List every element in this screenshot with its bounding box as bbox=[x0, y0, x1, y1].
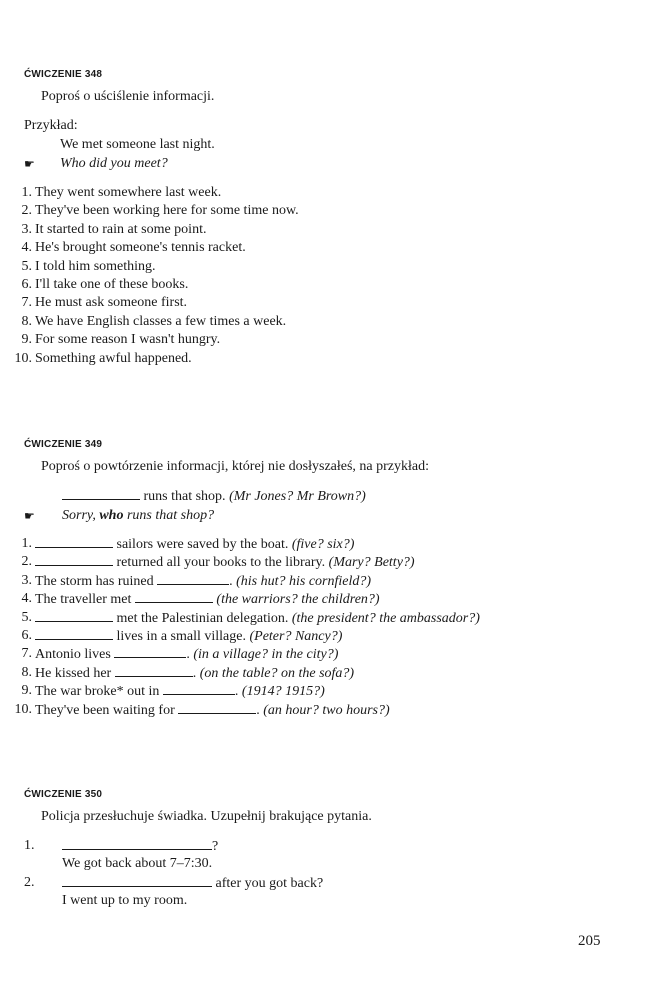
item-text: ? bbox=[212, 839, 219, 854]
list-item bbox=[12, 331, 612, 349]
exercise-350-instruction: Policja przesłuchuje świadka. Uzupełnij brakujące pytania. bbox=[41, 809, 372, 824]
page-number: 205 bbox=[578, 933, 601, 949]
exercise-348-list bbox=[12, 184, 612, 368]
item-number: 5. bbox=[21, 609, 32, 625]
example-line bbox=[62, 487, 366, 506]
item-number: 3. bbox=[21, 221, 32, 237]
example-hint: (Mr Jones? Mr Brown?) bbox=[229, 489, 366, 504]
item-text: The war broke* out in bbox=[35, 684, 160, 700]
item-number: 5. bbox=[21, 258, 32, 274]
list-item bbox=[12, 184, 612, 202]
answer-blank bbox=[178, 701, 256, 714]
answer-blank bbox=[62, 874, 212, 887]
item-text: met the Palestinian delegation. bbox=[116, 610, 289, 626]
example-sentence: We met someone last night. bbox=[60, 137, 215, 152]
example-answer-keyword: who bbox=[99, 508, 124, 523]
exercise-348-instruction: Poproś o uściślenie informacji. bbox=[41, 89, 215, 104]
exercise-348-title: ĆWICZENIE 348 bbox=[24, 69, 103, 80]
item-text: The storm has ruined bbox=[35, 573, 154, 589]
item-hint: (1914? 1915?) bbox=[241, 684, 325, 700]
list-item bbox=[12, 276, 612, 294]
list-item bbox=[12, 535, 652, 553]
list-item bbox=[12, 221, 612, 239]
exercise-349-list bbox=[12, 535, 652, 719]
item-text: They've been waiting for bbox=[35, 702, 175, 718]
item-text: We have English classes a few times a week. bbox=[35, 313, 287, 329]
list-item bbox=[12, 590, 652, 608]
list-item bbox=[12, 239, 612, 257]
item-text: after you got back? bbox=[215, 875, 324, 891]
item-hint: (an hour? two hours?) bbox=[263, 702, 390, 718]
example-label: Przykład: bbox=[24, 118, 78, 133]
list-item bbox=[12, 313, 612, 331]
answer-blank bbox=[35, 627, 113, 640]
item-text: sailors were saved by the boat. bbox=[116, 537, 289, 552]
item-text: returned all your books to the library. bbox=[116, 555, 326, 571]
item-text: I'll take one of these books. bbox=[35, 276, 189, 292]
exercise-350-list bbox=[24, 837, 624, 911]
item-text: He's brought someone's tennis racket. bbox=[35, 240, 246, 256]
item-hint: (Peter? Nancy?) bbox=[249, 628, 343, 644]
list-item bbox=[12, 350, 612, 368]
answer-blank bbox=[114, 645, 186, 658]
example-answer bbox=[62, 507, 214, 525]
answer-blank bbox=[62, 837, 212, 850]
example-answer-start: Sorry, bbox=[62, 508, 96, 523]
item-number: 9. bbox=[21, 332, 32, 348]
list-item bbox=[12, 609, 652, 627]
answer-blank bbox=[35, 535, 113, 548]
item-number: 3. bbox=[21, 572, 32, 588]
list-item bbox=[12, 294, 612, 312]
exercise-349-instruction: Poproś o powtórzenie informacji, której nie dosłyszałeś, na przykład: bbox=[41, 459, 430, 474]
exercise-349-title: ĆWICZENIE 349 bbox=[24, 439, 103, 450]
item-number: 8. bbox=[21, 664, 32, 680]
item-hint: (on the table? on the sofa?) bbox=[199, 665, 355, 681]
item-punct: . bbox=[256, 702, 260, 718]
list-item bbox=[24, 874, 624, 892]
item-number: 10. bbox=[14, 701, 32, 717]
example-answer: Who did you meet? bbox=[60, 156, 168, 171]
item-number: 2. bbox=[21, 203, 32, 219]
pointing-hand-icon: ☛ bbox=[24, 509, 35, 523]
item-text: I told him something. bbox=[35, 258, 156, 274]
example-answer-end: runs that shop? bbox=[126, 508, 215, 523]
list-item bbox=[24, 855, 624, 873]
list-item bbox=[12, 627, 652, 645]
item-number: 2. bbox=[21, 554, 32, 570]
item-text: It started to rain at some point. bbox=[35, 221, 207, 237]
item-text: The traveller met bbox=[35, 592, 132, 608]
answer-blank bbox=[157, 572, 229, 585]
item-text: lives in a small village. bbox=[116, 628, 246, 644]
item-number: 10. bbox=[14, 350, 32, 366]
item-punct: . bbox=[234, 684, 239, 700]
answer-blank bbox=[115, 664, 193, 677]
answer-blank bbox=[163, 682, 235, 695]
item-number: 7. bbox=[21, 295, 32, 311]
item-punct: . bbox=[186, 647, 190, 663]
answer-blank bbox=[35, 609, 113, 622]
item-number: 4. bbox=[21, 591, 32, 607]
item-hint: (the warriors? the children?) bbox=[216, 592, 380, 608]
list-item bbox=[12, 701, 652, 719]
item-number: 1. bbox=[24, 838, 35, 853]
item-hint: (his hut? his cornfield?) bbox=[236, 573, 372, 589]
item-text: Antonio lives bbox=[35, 647, 111, 663]
exercise-350-title: ĆWICZENIE 350 bbox=[24, 789, 103, 800]
answer-blank bbox=[35, 553, 113, 566]
item-text: Something awful happened. bbox=[35, 350, 192, 366]
list-item bbox=[12, 553, 652, 571]
item-number: 6. bbox=[21, 627, 32, 643]
item-number: 8. bbox=[21, 313, 32, 329]
list-item bbox=[12, 645, 652, 663]
item-hint: (in a village? in the city?) bbox=[193, 647, 339, 663]
item-number: 1. bbox=[21, 185, 32, 200]
item-text: He must ask someone first. bbox=[35, 295, 188, 311]
list-item bbox=[12, 202, 612, 220]
item-text: He kissed her bbox=[35, 665, 112, 681]
item-number: 2. bbox=[24, 874, 35, 890]
list-item bbox=[12, 682, 652, 700]
example-line-text: runs that shop. bbox=[143, 489, 226, 504]
item-hint: (the president? the ambassador?) bbox=[291, 610, 480, 626]
item-number: 9. bbox=[21, 683, 32, 699]
item-text: For some reason I wasn't hungry. bbox=[35, 332, 221, 348]
item-text: They went somewhere last week. bbox=[35, 185, 222, 200]
item-punct: . bbox=[192, 665, 197, 681]
item-text: They've been working here for some time now. bbox=[35, 203, 299, 219]
list-item bbox=[24, 892, 624, 910]
list-item bbox=[24, 837, 624, 855]
item-number: 4. bbox=[21, 240, 32, 256]
answer-blank bbox=[62, 487, 140, 500]
answer-blank bbox=[135, 590, 213, 603]
item-number: 6. bbox=[21, 276, 32, 292]
witness-answer: I went up to my room. bbox=[62, 893, 188, 909]
witness-answer: We got back about 7–7:30. bbox=[62, 856, 213, 872]
item-hint: (Mary? Betty?) bbox=[328, 555, 415, 571]
list-item bbox=[12, 572, 652, 590]
item-hint: (five? six?) bbox=[291, 537, 355, 552]
item-number: 1. bbox=[21, 536, 32, 551]
list-item bbox=[12, 258, 612, 276]
pointing-hand-icon: ☛ bbox=[24, 157, 35, 171]
item-number: 7. bbox=[21, 646, 32, 662]
item-punct: . bbox=[229, 573, 233, 589]
list-item bbox=[12, 664, 652, 682]
